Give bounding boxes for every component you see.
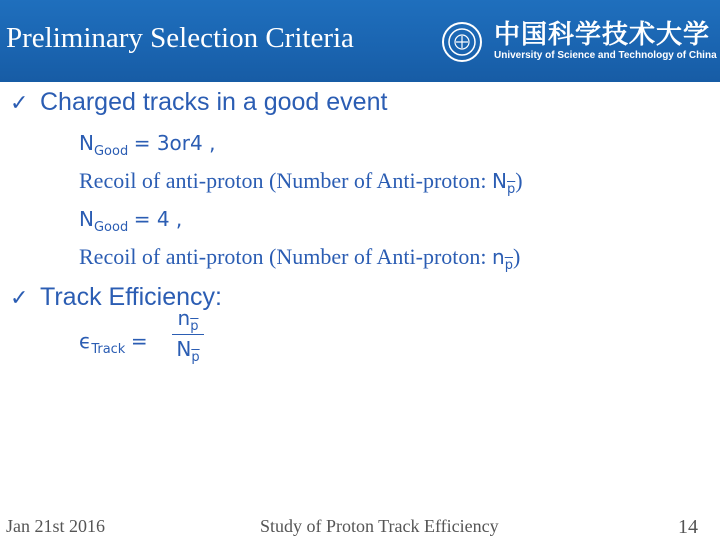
formula-lhs bbox=[79, 328, 148, 357]
checkmark-icon: ✓ bbox=[10, 89, 29, 115]
university-seal-icon bbox=[442, 22, 482, 62]
condition-ngood-4 bbox=[79, 206, 183, 235]
university-name-chinese: 中国科学技术大学 bbox=[494, 20, 711, 50]
slide-title: Preliminary Selection Criteria bbox=[6, 22, 354, 54]
denominator-symbol: N bbox=[176, 337, 192, 361]
footer-date: Jan 21st 2016 bbox=[6, 516, 105, 536]
epsilon-symbol: ϵ bbox=[79, 329, 92, 353]
n-symbol: N bbox=[79, 207, 94, 231]
denominator-subscript: p bbox=[191, 350, 200, 365]
formula-equals: = bbox=[130, 329, 148, 353]
good-subscript: Good bbox=[93, 144, 129, 159]
pbar-subscript: p bbox=[507, 182, 516, 197]
fraction-denominator bbox=[172, 335, 204, 365]
n-symbol: N bbox=[79, 131, 94, 155]
recoil-text: Recoil of anti-proton (Number of Anti-proton: bbox=[79, 168, 493, 193]
efficiency-fraction bbox=[172, 306, 204, 365]
checkmark-icon: ✓ bbox=[10, 284, 29, 310]
footer-title: Study of Proton Track Efficiency bbox=[260, 516, 499, 536]
close-paren: ) bbox=[515, 168, 523, 193]
close-paren: ) bbox=[512, 244, 521, 269]
track-subscript: Track bbox=[91, 342, 126, 357]
page-number: 14 bbox=[678, 516, 698, 538]
condition-equals: = 4 , bbox=[133, 207, 183, 231]
bullet-label: Charged tracks in a good event bbox=[40, 88, 388, 116]
bullet-label: Track Efficiency: bbox=[40, 283, 222, 311]
n-symbol: n bbox=[492, 245, 505, 269]
numerator-symbol: n bbox=[177, 306, 191, 330]
condition-ngood-3or4 bbox=[79, 130, 216, 159]
condition-recoil-2 bbox=[79, 244, 521, 273]
fraction-numerator bbox=[172, 306, 204, 334]
pbar-subscript: p bbox=[504, 258, 513, 273]
bullet-charged-tracks bbox=[10, 88, 387, 117]
recoil-text: Recoil of anti-proton (Number of Anti-proton: bbox=[79, 244, 493, 269]
numerator-subscript: p bbox=[190, 319, 199, 334]
university-name-english: University of Science and Technology of China bbox=[494, 50, 717, 61]
n-symbol: N bbox=[492, 169, 507, 193]
condition-recoil-1 bbox=[79, 168, 523, 197]
good-subscript: Good bbox=[93, 220, 129, 235]
slide-header bbox=[0, 0, 720, 82]
condition-equals: = 3or4 , bbox=[133, 131, 216, 155]
